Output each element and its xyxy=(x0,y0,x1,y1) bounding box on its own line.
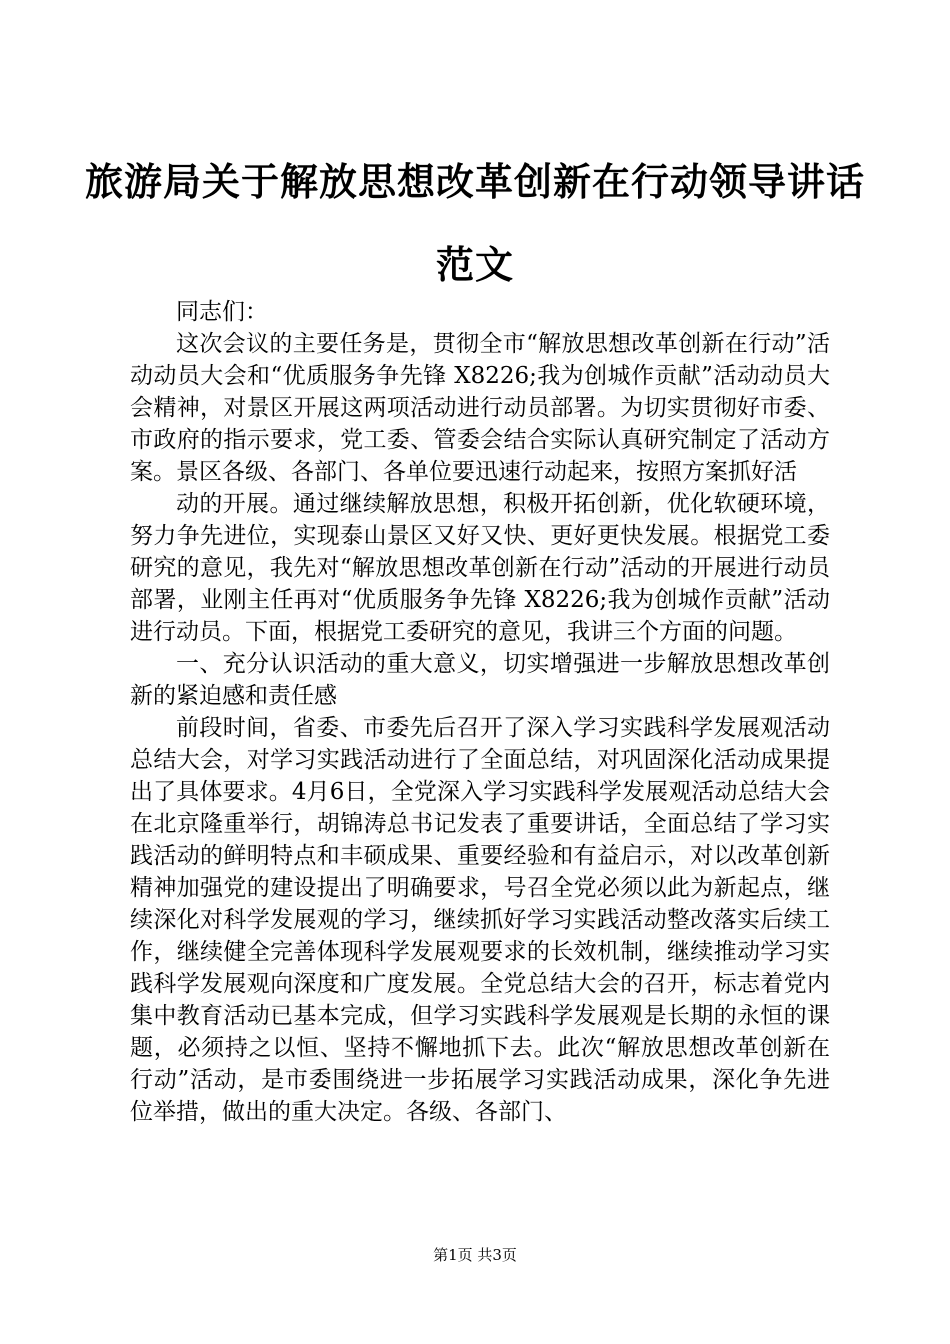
document-body xyxy=(130,296,830,1128)
document-title-line-2: 范文 xyxy=(435,242,514,287)
paragraph: 这次会议的主要任务是，贯彻全市“解放思想改革创新在行动”活动动员大会和“优质服务争先锋 X8226;我为创城作贡献”活动动员大会精神，对景区开展这两项活动进行动员部署。为切实贯彻好市委、市政府的指示要求，党工委、管委会结合实际认真研究制定了活动方案。景区各级、各部门、各单位要迅速行动起来，按照方案抓好活 xyxy=(130,331,830,485)
page-footer: 第1页 共3页 xyxy=(433,1246,517,1264)
paragraph: 动的开展。通过继续解放思想，积极开拓创新，优化软硬环境，努力争先进位，实现泰山景区又好又快、更好更快发展。根据党工委研究的意见，我先对“解放思想改革创新在行动”活动的开展进行动员部署，业刚主任再对“优质服务争先锋 X8226;我为创城作贡献”活动进行动员。下面，根据党工委研究的意见，我讲三个方面的问题。 xyxy=(130,491,830,645)
paragraph: 前段时间，省委、市委先后召开了深入学习实践科学发展观活动总结大会，对学习实践活动进行了全面总结，对巩固深化活动成果提出了具体要求。4月6日，全党深入学习实践科学发展观活动总结大会在北京隆重举行，胡锦涛总书记发表了重要讲话，全面总结了学习实践活动的鲜明特点和丰硕成果、重要经验和有益启示，对以改革创新精神加强党的建设提出了明确要求，号召全党必须以此为新起点，继续深化对科学发展观的学习，继续抓好学习实践活动整改落实后续工作，继续健全完善体现科学发展观要求的长效机制，继续推动学习实践科学发展观向深度和广度发展。全党总结大会的召开，标志着党内集中教育活动已基本完成，但学习实践科学发展观是长期的永恒的课题，必须持之以恒、坚持不懈地抓下去。此次“解放思想改革创新在行动”活动，是市委围绕进一步拓展学习实践活动成果，深化争先进位举措，做出的重大决定。各级、各部门、 xyxy=(130,715,830,1125)
document-title-line-1: 旅游局关于解放思想改革创新在行动领导讲话 xyxy=(84,159,865,204)
salutation: 同志们： xyxy=(176,299,268,325)
section-heading: 一、充分认识活动的重大意义，切实增强进一步解放思想改革创新的紧迫感和责任感 xyxy=(130,651,830,709)
